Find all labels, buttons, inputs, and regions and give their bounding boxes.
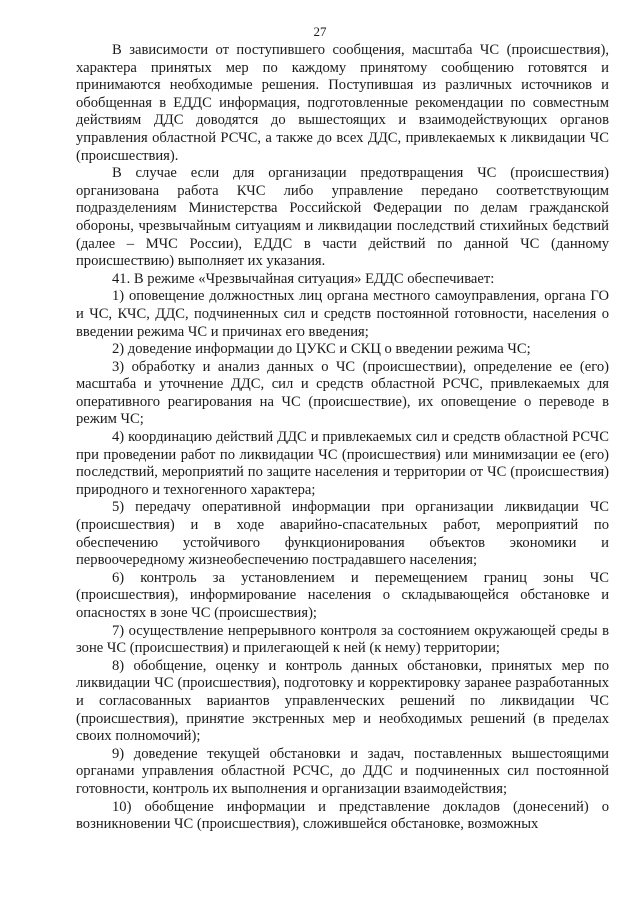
paragraph-context: В зависимости от поступившего сообщения, масштаба ЧС (происшествия), характера принятых мер по каждому принятому сообщению готовятся и принимаются необходимые решения. Поступившая из различных источников и обобщенная в ЕДДС информация, подготовленные рекомендации по совместным действиям ДДС доводятся до вышестоящих и взаимодействующих органов управления областной РСЧС, а также до всех ДДС, привлекаемых к ликвидации ЧС (происшествия).	[76, 42, 609, 164]
list-item-8: 8) обобщение, оценку и контроль данных обстановки, принятых мер по ликвидации ЧС (происшествия), подготовку и корректировку заранее разработанных и согласованных вариантов управленческих решений по ликвидации ЧС (происшествия), принятие экстренных мер и необходимых решений (в пределах своих полномочий);	[76, 657, 609, 745]
paragraph-kchs: В случае если для организации предотвращения ЧС (происшествия) организована работа КЧС либо управление передано соответствующим подразделениям Министерства Российской Федерации по делам гражданской обороны, чрезвычайным ситуациям и ликвидации последствий стихийных бедствий (далее – МЧС России), ЕДДС в части действий по данной ЧС (данному происшествию) выполняет их указания.	[76, 165, 609, 270]
list-item-9: 9) доведение текущей обстановки и задач, поставленных вышестоящими органами управления областной РСЧС, до ДДС и подчиненных сил постоянной готовности, контроль их выполнения и организации взаимодействия;	[76, 745, 609, 797]
list-item-5: 5) передачу оперативной информации при организации ликвидации ЧС (происшествия) и в ходе аварийно-спасательных работ, мероприятий по обеспечению устойчивого функционирования объектов экономики и первоочередному жизнеобеспечению пострадавшего населения;	[76, 499, 609, 569]
body-text	[76, 42, 609, 834]
list-item-7: 7) осуществление непрерывного контроля за состоянием окружающей среды в зоне ЧС (происшествия) и прилегающей к ней (к нему) территории;	[76, 622, 609, 657]
page-number: 27	[313, 24, 327, 39]
paragraph-clause-41: 41. В режиме «Чрезвычайная ситуация» ЕДДС обеспечивает:	[112, 270, 495, 287]
list-item-1: 1) оповещение должностных лиц органа местного самоуправления, органа ГО и ЧС, КЧС, ДДС, подчиненных сил и средств постоянной готовности, населения о введении режима ЧС и причинах его введения;	[76, 288, 609, 340]
list-item-3: 3) обработку и анализ данных о ЧС (происшествии), определение ее (его) масштаба и уточнение ДДС, сил и средств областной РСЧС, привлекаемых для оперативного реагирования на ЧС (происшествие), их оповещение о переводе в режим ЧС;	[76, 358, 609, 428]
list-item-6: 6) контроль за установлением и перемещением границ зоны ЧС (происшествия), информирование населения о складывающейся обстановке и опасностях в зоне ЧС (происшествия);	[76, 569, 609, 621]
list-item-2: 2) доведение информации до ЦУКС и СКЦ о введении режима ЧС;	[112, 341, 531, 358]
list-item-10: 10) обобщение информации и представление докладов (донесений) о возникновении ЧС (происшествия), сложившейся обстановке, возможных	[76, 798, 609, 833]
list-item-4: 4) координацию действий ДДС и привлекаемых сил и средств областной РСЧС при проведении работ по ликвидации ЧС (происшествия) или минимизации ее (его) последствий, мероприятий по защите населения и территории от ЧС (происшествия) природного и техногенного характера;	[76, 429, 609, 498]
